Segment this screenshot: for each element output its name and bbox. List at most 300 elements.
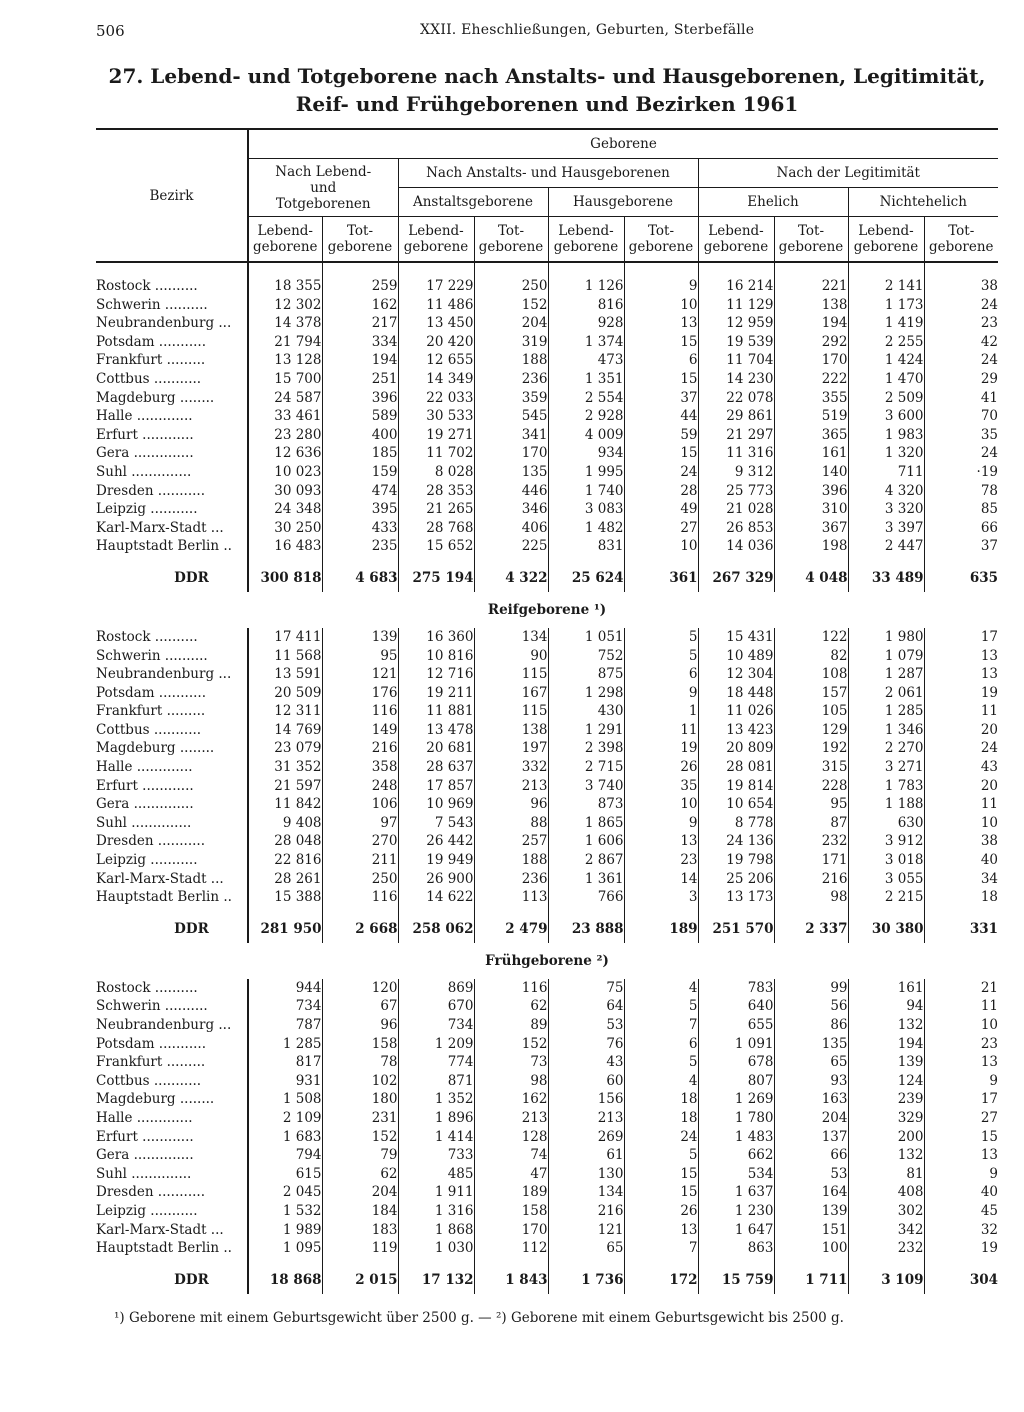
bezirk-name: Halle ............. [96,408,193,425]
table-cell: 794 [248,1146,322,1165]
table-cell: 89 [474,1016,548,1035]
table-cell: 70 [924,407,998,426]
header-totgeborene: Tot- geborene [624,217,698,263]
table-cell: 11 704 [698,351,774,370]
table-cell: 292 [774,333,848,352]
table-cell: 250 [474,277,548,296]
table-cell: 60 [548,1072,624,1091]
bezirk-name: Neubrandenburg ... [96,1017,232,1033]
table-cell: 1 285 [848,702,924,721]
table-cell: 19 539 [698,333,774,352]
table-cell: 11 [624,721,698,740]
bezirk-name: Frankfurt ......... [96,1054,206,1071]
table-cell: 64 [548,997,624,1016]
table-cell: 139 [848,1053,924,1072]
table-row [96,888,998,907]
table-cell: 474 [322,482,398,501]
table-cell: 19 798 [698,851,774,870]
total-cell: 25 624 [548,564,624,592]
table-cell: 400 [322,426,398,445]
table-cell: 11 568 [248,647,322,666]
bezirk-name: Potsdam ........... [96,333,207,350]
table-cell: 16 360 [398,628,474,647]
header-lebendgeborene: Lebend- geborene [398,217,474,263]
table-cell: 59 [624,426,698,445]
table-cell: 159 [322,463,398,482]
total-cell: 304 [924,1266,998,1294]
table-cell: 9 [624,277,698,296]
bezirk-name: Karl-Marx-Stadt ... [96,1221,224,1238]
table-cell: 49 [624,500,698,519]
table-cell: 43 [548,1053,624,1072]
table-cell: 630 [848,814,924,833]
bezirk-name: Schwerin .......... [96,647,208,664]
table-cell: 20 509 [248,684,322,703]
running-head: XXII. Eheschließungen, Geburten, Sterbefälle [420,22,755,38]
table-cell: 102 [322,1072,398,1091]
table-cell: 1 285 [248,1035,322,1054]
table-row [96,444,998,463]
table-cell: 15 [624,1165,698,1184]
table-cell: 25 773 [698,482,774,501]
table-cell: 3 [624,888,698,907]
table-cell: 17 857 [398,777,474,796]
table-cell: 816 [548,296,624,315]
bezirk-name: Magdeburg ........ [96,1091,215,1108]
bezirk-name: Dresden ........... [96,833,206,850]
table-cell: 928 [548,314,624,333]
table-cell: 225 [474,537,548,556]
table-cell: 11 316 [698,444,774,463]
total-cell: 331 [924,915,998,943]
table-cell: 1 683 [248,1128,322,1147]
table-cell: 38 [924,277,998,296]
table-cell: 446 [474,482,548,501]
table-cell: 342 [848,1221,924,1240]
table-cell: 29 861 [698,407,774,426]
table-cell: 2 061 [848,684,924,703]
table-cell: 869 [398,979,474,998]
table-cell: 931 [248,1072,322,1091]
table-cell: 90 [474,647,548,666]
table-cell: 158 [474,1202,548,1221]
table-cell: 236 [474,370,548,389]
table-row [96,739,998,758]
table-cell: 269 [548,1128,624,1147]
table-cell: 2 215 [848,888,924,907]
table-cell: 8 778 [698,814,774,833]
header-lebendgeborene: Lebend- geborene [848,217,924,263]
table-cell: 787 [248,1016,322,1035]
table-cell: 1 173 [848,296,924,315]
total-cell: 172 [624,1266,698,1294]
table-cell: 19 [924,1239,998,1258]
table-cell: 359 [474,389,548,408]
table-cell: 170 [474,1221,548,1240]
table-row [96,814,998,833]
total-cell: 258 062 [398,915,474,943]
total-cell: 300 818 [248,564,322,592]
table-cell: 15 388 [248,888,322,907]
table-cell: 10 [624,537,698,556]
table-cell: 120 [322,979,398,998]
table-cell: 1 051 [548,628,624,647]
table-cell: 15 [624,1183,698,1202]
table-row [96,665,998,684]
table-cell: 3 600 [848,407,924,426]
table-cell: 5 [624,628,698,647]
table-row [96,1109,998,1128]
table-row [96,979,998,998]
table-cell: 100 [774,1239,848,1258]
table-cell: 25 206 [698,870,774,889]
table-cell: 138 [474,721,548,740]
total-cell: 23 888 [548,915,624,943]
table-cell: 2 509 [848,389,924,408]
table-cell: 35 [924,426,998,445]
table-cell: 161 [848,979,924,998]
table-cell: 10 [924,814,998,833]
total-cell: 18 868 [248,1266,322,1294]
table-cell: 37 [624,389,698,408]
table-cell: 1 783 [848,777,924,796]
bezirk-name: Frankfurt ......... [96,352,206,369]
table-cell: 1 482 [548,519,624,538]
bezirk-name: Gera .............. [96,1147,194,1164]
total-cell: 2 479 [474,915,548,943]
table-row [96,1072,998,1091]
bezirk-name: Cottbus ........... [96,1072,202,1089]
table-cell: 14 349 [398,370,474,389]
table-cell: 198 [774,537,848,556]
table-cell: 152 [322,1128,398,1147]
header-nichtehelich: Nichtehelich [848,188,998,217]
table-cell: 9 [924,1072,998,1091]
table-cell: 1 470 [848,370,924,389]
table-cell: 37 [924,537,998,556]
table-cell: 24 [624,463,698,482]
bezirk-name: Potsdam ........... [96,684,207,701]
table-cell: 3 320 [848,500,924,519]
table-row [96,277,998,296]
table-cell: 222 [774,370,848,389]
table-cell: 132 [848,1146,924,1165]
table-cell: 176 [322,684,398,703]
table-cell: 23 079 [248,739,322,758]
total-cell: 275 194 [398,564,474,592]
table-cell: 2 255 [848,333,924,352]
table-cell: 28 261 [248,870,322,889]
table-row [96,647,998,666]
table-cell: 257 [474,832,548,851]
table-cell: 2 109 [248,1109,322,1128]
table-cell: 21 297 [698,426,774,445]
total-row [96,564,998,592]
table-cell: 9 408 [248,814,322,833]
total-cell: 2 337 [774,915,848,943]
table-cell: 26 900 [398,870,474,889]
table-cell: 9 312 [698,463,774,482]
table-cell: 194 [774,314,848,333]
table-cell: 119 [322,1239,398,1258]
table-row [96,463,998,482]
table-cell: 194 [322,351,398,370]
table-cell: 221 [774,277,848,296]
table-cell: 1 126 [548,277,624,296]
table-cell: 108 [774,665,848,684]
header-lebendgeborene: Lebend- geborene [248,217,322,263]
bezirk-name: Neubrandenburg ... [96,666,232,683]
header-totgeborene: Tot- geborene [924,217,998,263]
table-cell: 367 [774,519,848,538]
table-cell: 1 351 [548,370,624,389]
table-cell: 1 989 [248,1221,322,1240]
table-cell: 42 [924,333,998,352]
total-cell: 281 950 [248,915,322,943]
table-cell: 138 [774,296,848,315]
bezirk-name: Leipzig ........... [96,852,198,869]
header-nach-anstalt: Nach Anstalts- und Hausgeborenen [398,159,698,188]
total-label: DDR [174,1271,209,1288]
table-cell: 61 [548,1146,624,1165]
table-row [96,1239,998,1258]
table-cell: 30 250 [248,519,322,538]
table-cell: 21 794 [248,333,322,352]
table-cell: 655 [698,1016,774,1035]
table-row [96,1128,998,1147]
table-cell: 365 [774,426,848,445]
bezirk-name: Rostock .......... [96,979,198,996]
table-row [96,1165,998,1184]
table-row [96,777,998,796]
total-cell: 361 [624,564,698,592]
table-cell: 16 483 [248,537,322,556]
table-cell: 96 [322,1016,398,1035]
table-cell: 106 [322,795,398,814]
table-cell: 28 048 [248,832,322,851]
table-row [96,628,998,647]
table-row [96,351,998,370]
total-cell: 251 570 [698,915,774,943]
table-cell: 40 [924,1183,998,1202]
table-cell: 20 420 [398,333,474,352]
table-cell: 2 928 [548,407,624,426]
table-cell: 135 [474,463,548,482]
table-cell: 189 [474,1183,548,1202]
table-cell: 164 [774,1183,848,1202]
table-cell: 217 [322,314,398,333]
table-cell: 170 [474,444,548,463]
bezirk-name: Cottbus ........... [96,721,202,738]
table-cell: 24 587 [248,389,322,408]
table-cell: 875 [548,665,624,684]
table-cell: 66 [924,519,998,538]
table-cell: 24 [924,351,998,370]
table-cell: 30 093 [248,482,322,501]
total-row [96,1266,998,1294]
table-cell: 18 [624,1109,698,1128]
table-cell: 23 [924,1035,998,1054]
total-cell: 2 015 [322,1266,398,1294]
table-cell: 3 083 [548,500,624,519]
bezirk-name: Hauptstadt Berlin .. [96,1240,232,1257]
total-cell: 3 109 [848,1266,924,1294]
table-cell: 831 [548,537,624,556]
table-cell: 1 209 [398,1035,474,1054]
table-cell: 13 478 [398,721,474,740]
table-cell: 1 320 [848,444,924,463]
bezirk-name: Suhl .............. [96,463,192,480]
table-cell: 395 [322,500,398,519]
total-cell: 1 736 [548,1266,624,1294]
table-row [96,832,998,851]
table-cell: 149 [322,721,398,740]
table-cell: 115 [474,702,548,721]
table-cell: 213 [474,777,548,796]
bezirk-name: Erfurt ............ [96,426,194,443]
table-cell: 430 [548,702,624,721]
table-cell: 24 136 [698,832,774,851]
table-cell: 11 486 [398,296,474,315]
table-cell: 128 [474,1128,548,1147]
table-cell: 188 [474,851,548,870]
table-cell: 116 [322,702,398,721]
table-cell: 47 [474,1165,548,1184]
table-cell: 45 [924,1202,998,1221]
table-cell: 79 [322,1146,398,1165]
table-cell: 24 [624,1128,698,1147]
table-cell: 332 [474,758,548,777]
table-cell: 85 [924,500,998,519]
table-row [96,426,998,445]
table-cell: 44 [624,407,698,426]
table-cell: 1 095 [248,1239,322,1258]
table-cell: 783 [698,979,774,998]
table-row [96,482,998,501]
table-cell: 319 [474,333,548,352]
table-cell: 17 [924,628,998,647]
table-cell: 152 [474,296,548,315]
table-cell: 3 397 [848,519,924,538]
table-cell: 19 211 [398,684,474,703]
table-cell: 87 [774,814,848,833]
table-cell: 752 [548,647,624,666]
table-row [96,795,998,814]
table-cell: 3 055 [848,870,924,889]
bezirk-name: Erfurt ............ [96,777,194,794]
bezirk-name: Hauptstadt Berlin .. [96,538,232,555]
total-cell: 1 843 [474,1266,548,1294]
total-cell: 4 322 [474,564,548,592]
table-cell: 3 912 [848,832,924,851]
total-cell: 17 132 [398,1266,474,1294]
table-cell: 589 [322,407,398,426]
table-cell: 158 [322,1035,398,1054]
table-cell: 62 [322,1165,398,1184]
total-cell: 189 [624,915,698,943]
table-cell: 8 028 [398,463,474,482]
bezirk-name: Halle ............. [96,759,193,776]
bezirk-name: Dresden ........... [96,482,206,499]
table-cell: 156 [548,1090,624,1109]
table-cell: 534 [698,1165,774,1184]
table-cell: 163 [774,1090,848,1109]
total-cell: 267 329 [698,564,774,592]
table-cell: 15 652 [398,537,474,556]
bezirk-name: Hauptstadt Berlin .. [96,889,232,906]
total-label: DDR [174,920,209,937]
table-cell: 21 028 [698,500,774,519]
header-totgeborene: Tot- geborene [474,217,548,263]
table-cell: 113 [474,888,548,907]
table-row [96,684,998,703]
header-geborene: Geborene [248,129,998,159]
table-cell: 310 [774,500,848,519]
table-cell: 10 [624,795,698,814]
table-cell: 1 740 [548,482,624,501]
table-cell: 93 [774,1072,848,1091]
table-cell: 13 [924,1053,998,1072]
table-cell: 21 597 [248,777,322,796]
table-cell: 43 [924,758,998,777]
table-cell: 232 [848,1239,924,1258]
table-cell: 734 [248,997,322,1016]
table-cell: 1 374 [548,333,624,352]
table-cell: 24 348 [248,500,322,519]
table-cell: 6 [624,351,698,370]
table-cell: 211 [322,851,398,870]
table-cell: 396 [774,482,848,501]
table-cell: 485 [398,1165,474,1184]
bezirk-name: Leipzig ........... [96,1202,198,1219]
table-cell: 112 [474,1239,548,1258]
table-cell: 13 [624,1221,698,1240]
table-cell: 1 868 [398,1221,474,1240]
table-row [96,1183,998,1202]
table-cell: 315 [774,758,848,777]
table-cell: 31 352 [248,758,322,777]
table-cell: 17 [924,1090,998,1109]
table-cell: 98 [474,1072,548,1091]
table-cell: 1 414 [398,1128,474,1147]
table-cell: 192 [774,739,848,758]
table-cell: 1 291 [548,721,624,740]
total-row [96,915,998,943]
table-cell: 23 [924,314,998,333]
table-cell: 38 [924,832,998,851]
table-cell: 28 [624,482,698,501]
table-cell: 167 [474,684,548,703]
table-cell: 15 [624,444,698,463]
table-cell: 406 [474,519,548,538]
header-anstaltsgeborene: Anstaltsgeborene [398,188,548,217]
table-cell: 11 842 [248,795,322,814]
table-cell: 12 302 [248,296,322,315]
table-cell: 1 780 [698,1109,774,1128]
table-cell: 19 949 [398,851,474,870]
table-row [96,407,998,426]
table-cell: 41 [924,389,998,408]
table-cell: 13 [924,665,998,684]
table-cell: 139 [322,628,398,647]
table-cell: 2 867 [548,851,624,870]
table-cell: 23 280 [248,426,322,445]
table-cell: 24 [924,739,998,758]
table-cell: 13 450 [398,314,474,333]
total-cell: 2 668 [322,915,398,943]
table-cell: 871 [398,1072,474,1091]
table-cell: 396 [322,389,398,408]
